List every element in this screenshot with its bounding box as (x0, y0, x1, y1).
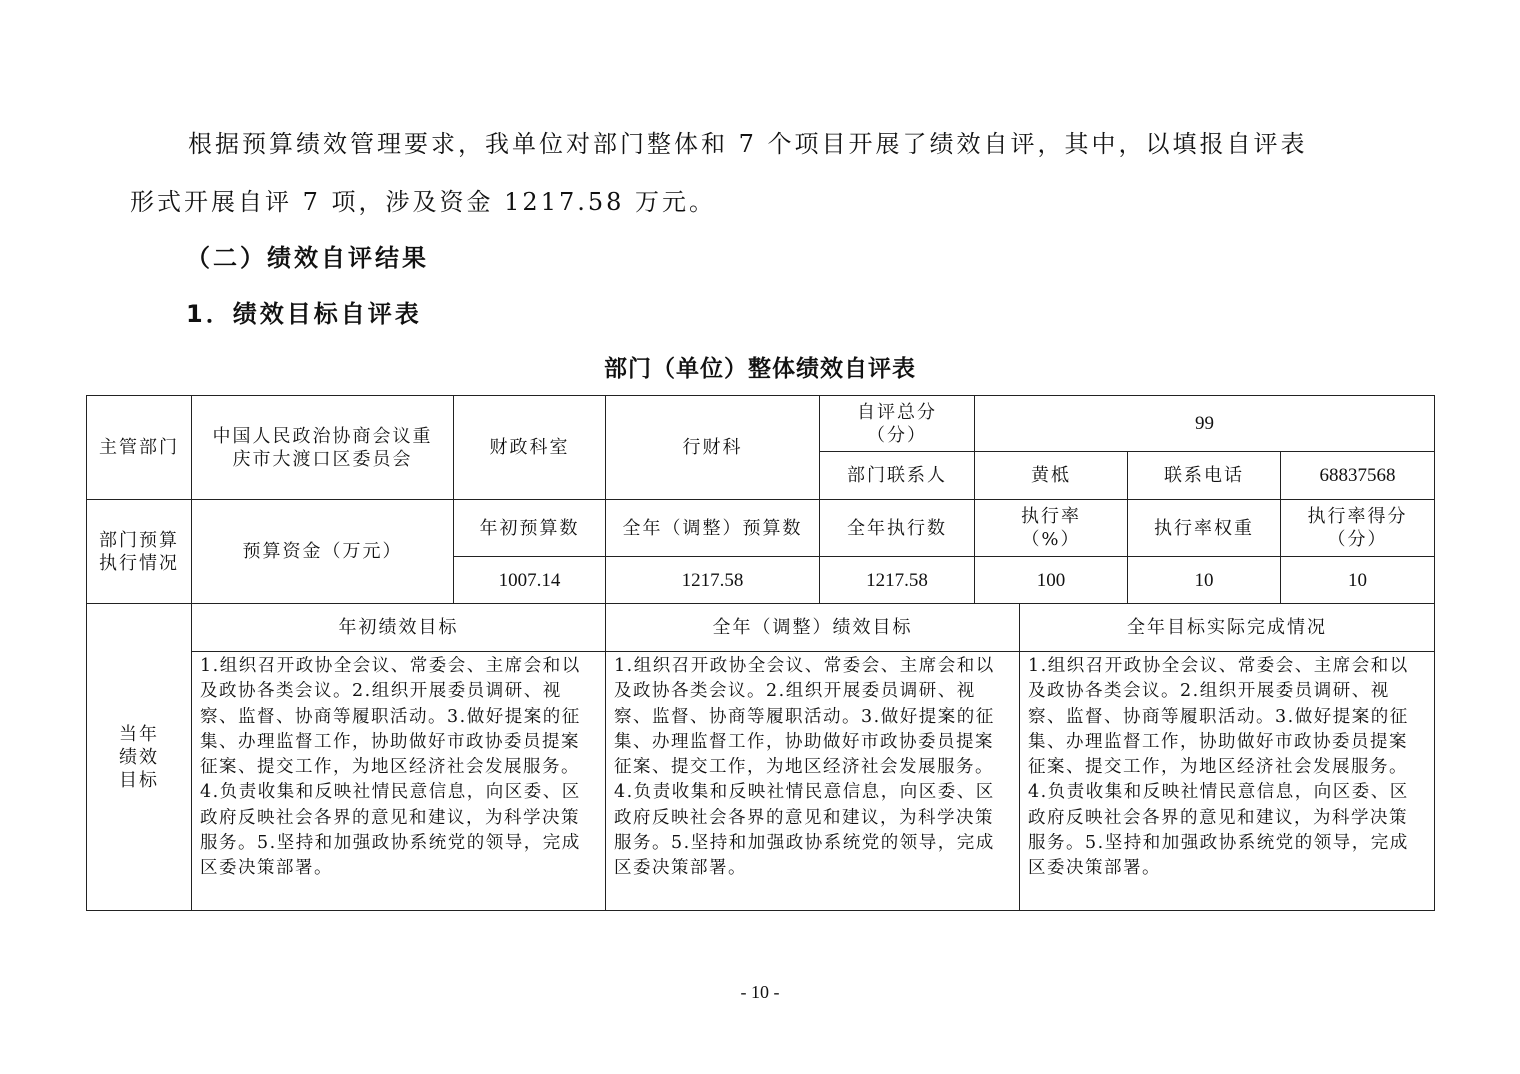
contact-label: 部门联系人 (820, 452, 975, 500)
goal-text-initial: 1.组织召开政协全会议、常委会、主席会和以及政协各类会议。2.组织开展委员调研、视察、监督、协商等履职活动。3.做好提案的征集、办理监督工作，协助做好市政协委员提案征案、提交工作，为地区经济社会发展服务。4.负责收集和反映社情民意信息，向区委、区政府反映社会各界的意见和建议，为科学决策服务。5.坚持和加强政协系统党的领导，完成区委决策部署。 (192, 652, 606, 911)
score-value: 99 (975, 396, 1435, 452)
header-rate-score: 执行率得分（分） (1281, 500, 1435, 557)
goal-header-actual: 全年目标实际完成情况 (1020, 604, 1435, 652)
header-initial-budget: 年初预算数 (454, 500, 606, 557)
subsection-heading: 1．绩效目标自评表 (186, 300, 422, 328)
office-value: 行财科 (606, 396, 820, 500)
score-label: 自评总分（分） (820, 396, 975, 452)
dept-label: 主管部门 (87, 396, 192, 500)
value-executed: 1217.58 (820, 557, 975, 604)
page-number: - 10 - (740, 982, 780, 1002)
paragraph-line-1: 根据预算绩效管理要求，我单位对部门整体和 7 个项目开展了绩效自评，其中，以填报自评表 (188, 130, 1308, 158)
header-adjusted-budget: 全年（调整）预算数 (606, 500, 820, 557)
header-executed: 全年执行数 (820, 500, 975, 557)
budget-label: 部门预算执行情况 (87, 500, 192, 604)
goal-text-adjusted: 1.组织召开政协全会议、常委会、主席会和以及政协各类会议。2.组织开展委员调研、视察、监督、协商等履职活动。3.做好提案的征集、办理监督工作，协助做好市政协委员提案征案、提交工作，为地区经济社会发展服务。4.负责收集和反映社情民意信息，向区委、区政府反映社会各界的意见和建议，为科学决策服务。5.坚持和加强政协系统党的领导，完成区委决策部署。 (606, 652, 1020, 911)
funds-label: 预算资金（万元） (192, 500, 454, 604)
contact-value: 黄柢 (975, 452, 1128, 500)
performance-self-evaluation-table (86, 395, 1435, 911)
office-label: 财政科室 (454, 396, 606, 500)
phone-value: 68837568 (1281, 452, 1435, 500)
value-execution-rate: 100 (975, 557, 1128, 604)
goal-text-actual: 1.组织召开政协全会议、常委会、主席会和以及政协各类会议。2.组织开展委员调研、视察、监督、协商等履职活动。3.做好提案的征集、办理监督工作，协助做好市政协委员提案征案、提交工作，为地区经济社会发展服务。4.负责收集和反映社情民意信息，向区委、区政府反映社会各界的意见和建议，为科学决策服务。5.坚持和加强政协系统党的领导，完成区委决策部署。 (1020, 652, 1435, 911)
section-heading: （二）绩效自评结果 (186, 244, 429, 272)
paragraph-line-2: 形式开展自评 7 项，涉及资金 1217.58 万元。 (130, 188, 717, 216)
value-adjusted-budget: 1217.58 (606, 557, 820, 604)
value-rate-score: 10 (1281, 557, 1435, 604)
goal-header-initial: 年初绩效目标 (192, 604, 606, 652)
header-execution-rate: 执行率（%） (975, 500, 1128, 557)
header-rate-weight: 执行率权重 (1128, 500, 1281, 557)
goal-header-adjusted: 全年（调整）绩效目标 (606, 604, 1020, 652)
phone-label: 联系电话 (1128, 452, 1281, 500)
value-rate-weight: 10 (1128, 557, 1281, 604)
goal-label: 当年绩效目标 (87, 604, 192, 911)
table-title: 部门（单位）整体绩效自评表 (604, 356, 916, 382)
dept-name: 中国人民政治协商会议重庆市大渡口区委员会 (192, 396, 454, 500)
value-initial-budget: 1007.14 (454, 557, 606, 604)
